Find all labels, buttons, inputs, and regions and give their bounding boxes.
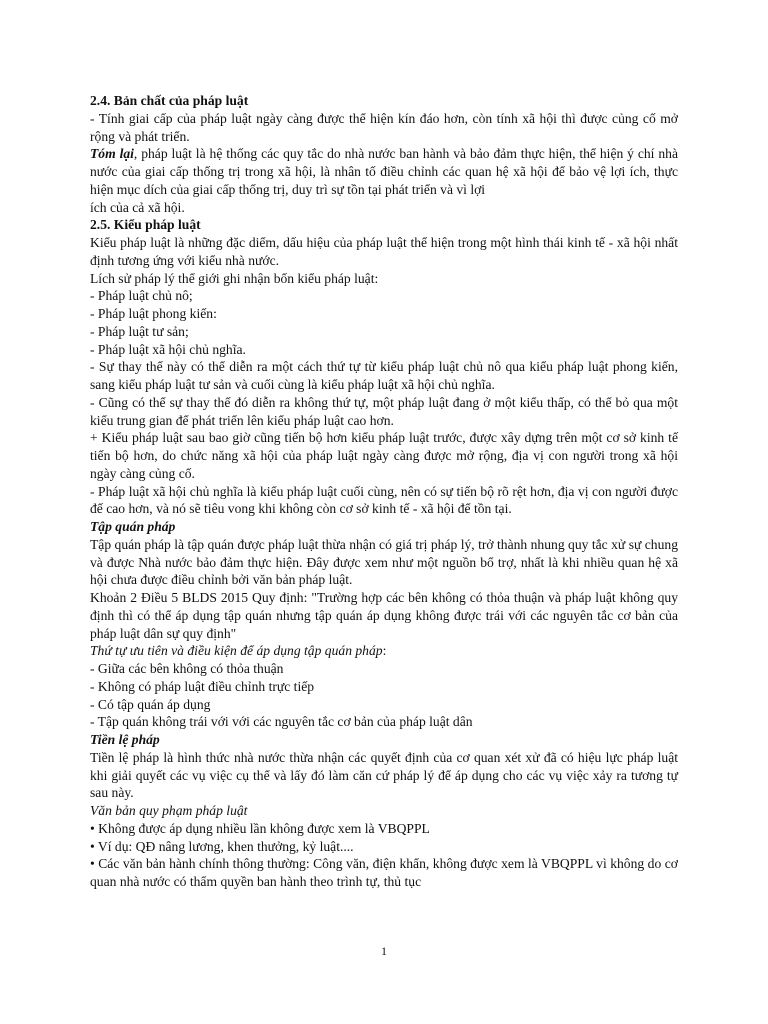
page-number: 1 (381, 944, 387, 958)
paragraph-socialist-law: - Pháp luật xã hội chủ nghĩa là kiểu pháp luật cuối cùng, nên có sự tiến bộ rõ rệt hơn, địa vị con người được đế cao hơn, và nó sẽ tiêu vong khi không còn cơ sở kinh tế - xã hội để tồn tại. (90, 483, 678, 517)
document-page (90, 92, 678, 891)
paragraph-customary-definition: Tập quán pháp là tập quán được pháp luật thừa nhận có giá trị pháp lý, trở thành nhung quy tắc xử sự chung và được Nhà nước bảo đảm thực hiện. Đây được xem như một nguồn bổ trợ, nhất là khi nhiều quan hệ xã hội chưa được điều chỉnh bởi văn bản pháp luật. (90, 536, 678, 588)
paragraph-replacement-1: - Sự thay thế này có thể diễn ra một cách thứ tự từ kiểu pháp luật chủ nô qua kiểu pháp luật phong kiến, sang kiểu pháp luật tư sản và cuối cùng là kiểu pháp luật xã hội chủ nghĩa. (90, 359, 678, 392)
paragraph-precedent-definition: Tiền lệ pháp là hình thức nhà nước thừa nhận các quyết định của cơ quan xét xử đã có hiệu lực pháp luật khi giải quyết các vụ việc cụ thể và lấy đó làm căn cứ pháp lý để áp dụng cho các vụ việc xảy ra tương tự sau này. (90, 749, 678, 801)
paragraph-clause-2: Khoản 2 Điều 5 BLDS 2015 Quy định: "Trường hợp các bên không có thỏa thuận và pháp luật không quy định thì có thể áp dụng tập quán nhưng tập quán áp dụng không được trái với các nguyên tắc cơ bản của pháp luật dân sự quy định" (90, 590, 678, 641)
summary-text: , pháp luật là hệ thống các quy tắc do nhà nước ban hành và bảo đảm thực hiện, thể hiện ý chí nhà nước của giai cấp thống trị trong xã hội, là nhân tố điều chỉnh các quan hệ xã hội để bảo vệ lợi ích, thực hiện mục dích của giai cấp thống trị, duy trì sự tồn tại phát triển và vì lợi (90, 146, 678, 197)
paragraph-class-nature: - Tính giai cấp của pháp luật ngày càng được thể hiện kín đáo hơn, còn tính xã hội thì được củng cố mở rộng và phát triển. (90, 110, 678, 144)
summary-label: Tóm lại (90, 146, 134, 162)
list-item: - Không có pháp luật điều chỉnh trực tiếp (90, 678, 315, 694)
paragraph-progress: + Kiểu pháp luật sau bao giờ cũng tiến bộ hơn kiểu pháp luật trước, được xây dựng trên một cơ sở kinh tế tiến bộ hơn, do chức năng xã hội của pháp luật ngày càng được mở rộng, địa vị con người trong xã hội ngày càng củng cố. (90, 430, 678, 481)
list-item: • Các văn bản hành chính thông thường: Công văn, điện khẩn, không được xem là VBQPPL vì không do cơ quan nhà nước có thẩm quyền ban hành theo trình tự, thủ tục (90, 856, 678, 889)
list-item: - Tập quán không trái với với các nguyên tắc cơ bản của pháp luật dân (90, 714, 473, 730)
section-heading-2-5: 2.5. Kiểu pháp luật (90, 217, 201, 233)
list-item: - Pháp luật chủ nô; (90, 288, 193, 304)
list-item: - Pháp luật xã hội chủ nghĩa. (90, 341, 246, 357)
paragraph-kieu-definition: Kiểu pháp luật là những đặc diểm, dấu hiệu của pháp luật thể hiện trong một hình thái kinh tế - xã hội nhất định tương ứng với kiểu nhà nước. (90, 235, 678, 268)
paragraph-summary (90, 145, 678, 198)
section-heading-2-4: 2.4. Bản chất của pháp luật (90, 93, 249, 108)
list-item: - Pháp luật phong kiến: (90, 306, 217, 321)
priority-order-label: Thứ tự ưu tiên và điều kiện để áp dụng tập quán pháp (90, 643, 383, 659)
heading-legal-normative-documents: Văn bản quy phạm pháp luật (90, 803, 248, 818)
heading-customary-law: Tập quán pháp (90, 519, 176, 534)
list-item: • Không được áp dụng nhiều lần không được xem là VBQPPL (90, 820, 430, 836)
heading-precedent: Tiền lệ pháp (90, 732, 160, 747)
list-item: - Giữa các bên không có thỏa thuận (90, 661, 284, 676)
paragraph-history: Lích sử pháp lý thể giới ghi nhận bốn kiểu pháp luật: (90, 270, 379, 286)
paragraph-replacement-2: - Cũng có thể sự thay thế đó diễn ra không thứ tự, một pháp luật đang ở một kiểu thấp, có thể bỏ qua một kiểu trung gian để phát triển lên kiểu pháp luật cao hơn. (90, 394, 678, 428)
paragraph-summary-end: ích của cả xã hội. (90, 199, 185, 215)
list-item: - Pháp luật tư sản; (90, 323, 189, 339)
list-item: - Có tập quán áp dụng (90, 696, 211, 712)
list-item: • Ví dụ: QĐ nâng lương, khen thưởng, kỷ luật.... (90, 838, 354, 854)
heading-priority-order (90, 642, 678, 660)
priority-order-colon: : (382, 643, 387, 659)
